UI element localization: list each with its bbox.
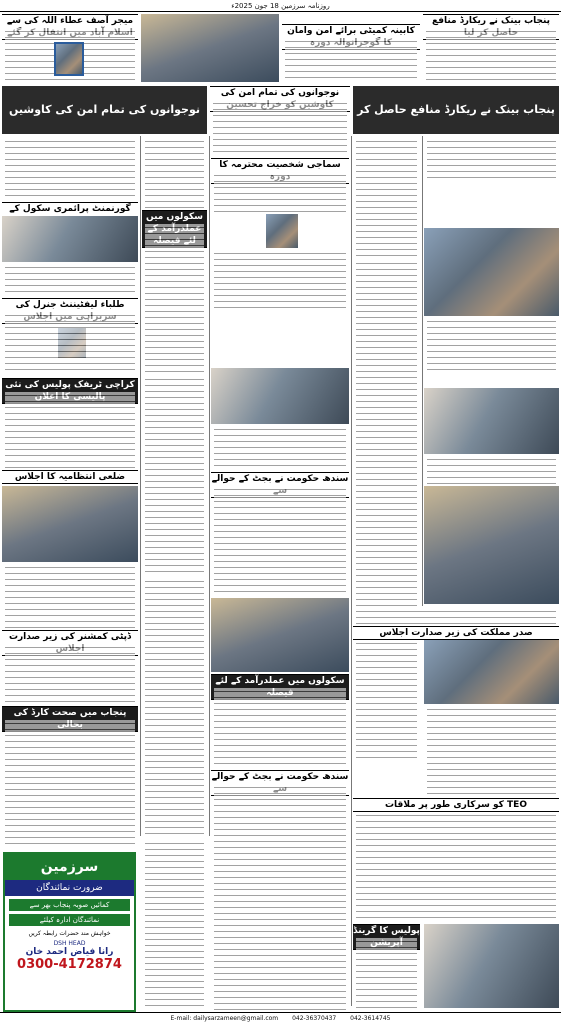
headline-7: طلباء لیفٹیننٹ جنرل کی (2, 298, 138, 324)
article-21 (211, 688, 349, 768)
article-27 (424, 138, 559, 178)
article-20 (211, 486, 349, 596)
headline-16: پولیس کا گرینڈ (353, 924, 420, 950)
footer-phone-2: 042-36370437 (292, 1015, 337, 1022)
article-15 (142, 578, 207, 838)
masthead-date: روزنامہ سرزمین 18 جون 2025ء (0, 0, 561, 12)
banner-headline-left: نوجوانوں کی تمام امن کی کاوشیں (2, 86, 207, 134)
photo-officials (211, 368, 349, 424)
article-23 (353, 138, 420, 258)
headline-9: ضلعی انتظامیہ کا اجلاس (2, 470, 138, 484)
article-7 (2, 312, 138, 374)
article-12 (142, 138, 207, 208)
headline-12b: سندھ حکومت نے بجٹ کے حوالے (211, 770, 349, 796)
article-3 (423, 28, 559, 82)
headline-15: صدر مملکت کی زیر صدارت اجلاس (353, 626, 559, 640)
column-divider (140, 136, 141, 836)
photo-meeting (2, 486, 138, 562)
headline-10: ڈپٹی کمشنر کی زیر صدارت (2, 630, 138, 656)
article-19 (211, 426, 349, 470)
headline-6: گورنمنٹ پرائمری سکول کے (2, 202, 138, 228)
photo-award-event (424, 228, 559, 316)
article-8 (2, 392, 138, 468)
headline-11: سکولوں میں (142, 210, 207, 248)
article-5 (2, 138, 138, 200)
article-29 (424, 456, 559, 484)
recruitment-advertisement (3, 852, 136, 1012)
headline-4: نوجوانوں کی تمام امن کی (210, 86, 350, 112)
article-26 (353, 608, 559, 624)
article-9 (2, 564, 138, 628)
footer-phone-1: 042-3614745 (350, 1015, 391, 1022)
headline-3: پنجاب بینک نے ریکارڈ منافع (423, 14, 559, 40)
article-11 (2, 720, 138, 848)
article-31 (424, 706, 559, 796)
photo-group (2, 216, 138, 262)
photo-delegation-2 (424, 388, 559, 454)
article-18 (211, 250, 349, 310)
ad-note: خواہش مند حضرات رابطہ کریں (28, 930, 111, 937)
article-32 (353, 812, 559, 922)
column-divider (422, 136, 423, 606)
article-24 (353, 260, 420, 390)
article-28 (424, 318, 559, 374)
ad-band-1: کمائیں صوبہ پنجاب بھر سے (9, 899, 130, 911)
ad-contact-name: رانا فیاض احمد خان (25, 947, 114, 957)
article-14 (142, 376, 207, 576)
ad-phone: 0300-4172874 (17, 957, 122, 972)
photo-delegation (141, 14, 279, 82)
banner-headline-right: پنجاب بینک نے ریکارڈ منافع حاصل کر (353, 86, 559, 134)
article-33 (353, 938, 420, 1008)
photo-gathering (424, 640, 559, 704)
article-17 (211, 172, 349, 212)
headline-14: TEO کو سرکاری طور پر ملاقات (353, 798, 559, 812)
article-6 (2, 264, 138, 296)
article-2 (282, 38, 420, 82)
portrait-photo-1 (54, 42, 84, 76)
photo-audience (424, 486, 559, 604)
photo-flag-meeting (424, 924, 559, 1008)
ad-head-label: DSH HEAD (53, 940, 86, 947)
footer (0, 1012, 561, 1024)
article-10 (2, 644, 138, 704)
headline-1: میجر آصف عطاء اللہ کی سے (2, 14, 138, 40)
headline-12: سندھ حکومت نے بجٹ کے حوالے (211, 472, 349, 498)
headline-2: کابینہ کمیٹی برائے امن وامان (282, 24, 420, 50)
article-22 (211, 784, 349, 1010)
portrait-photo-3 (266, 214, 298, 248)
headline-11b: سکولوں میں عملدرآمد کے لئے (211, 674, 349, 700)
footer-email: E-mail: dailysarzameen@gmail.com (170, 1015, 279, 1022)
article-30 (353, 640, 420, 760)
ad-band-2: نمائندگان ادارہ کیلئے (9, 914, 130, 926)
article-4 (210, 100, 350, 156)
headline-5: سماجی شخصیت محترمہ کا (211, 158, 349, 184)
ad-brand: سرزمین (5, 854, 134, 880)
article-25 (353, 392, 420, 606)
headline-8: کراچی ٹریفک پولیس کی نئی (2, 378, 138, 404)
column-divider (351, 136, 352, 1006)
photo-conference (211, 598, 349, 672)
article-16 (142, 840, 207, 1010)
ad-subtitle: ضرورت نمائندگان (5, 880, 134, 896)
headline-13: پنجاب میں صحت کارڈ کی (2, 706, 138, 732)
article-13 (142, 224, 207, 374)
column-divider (209, 136, 210, 836)
